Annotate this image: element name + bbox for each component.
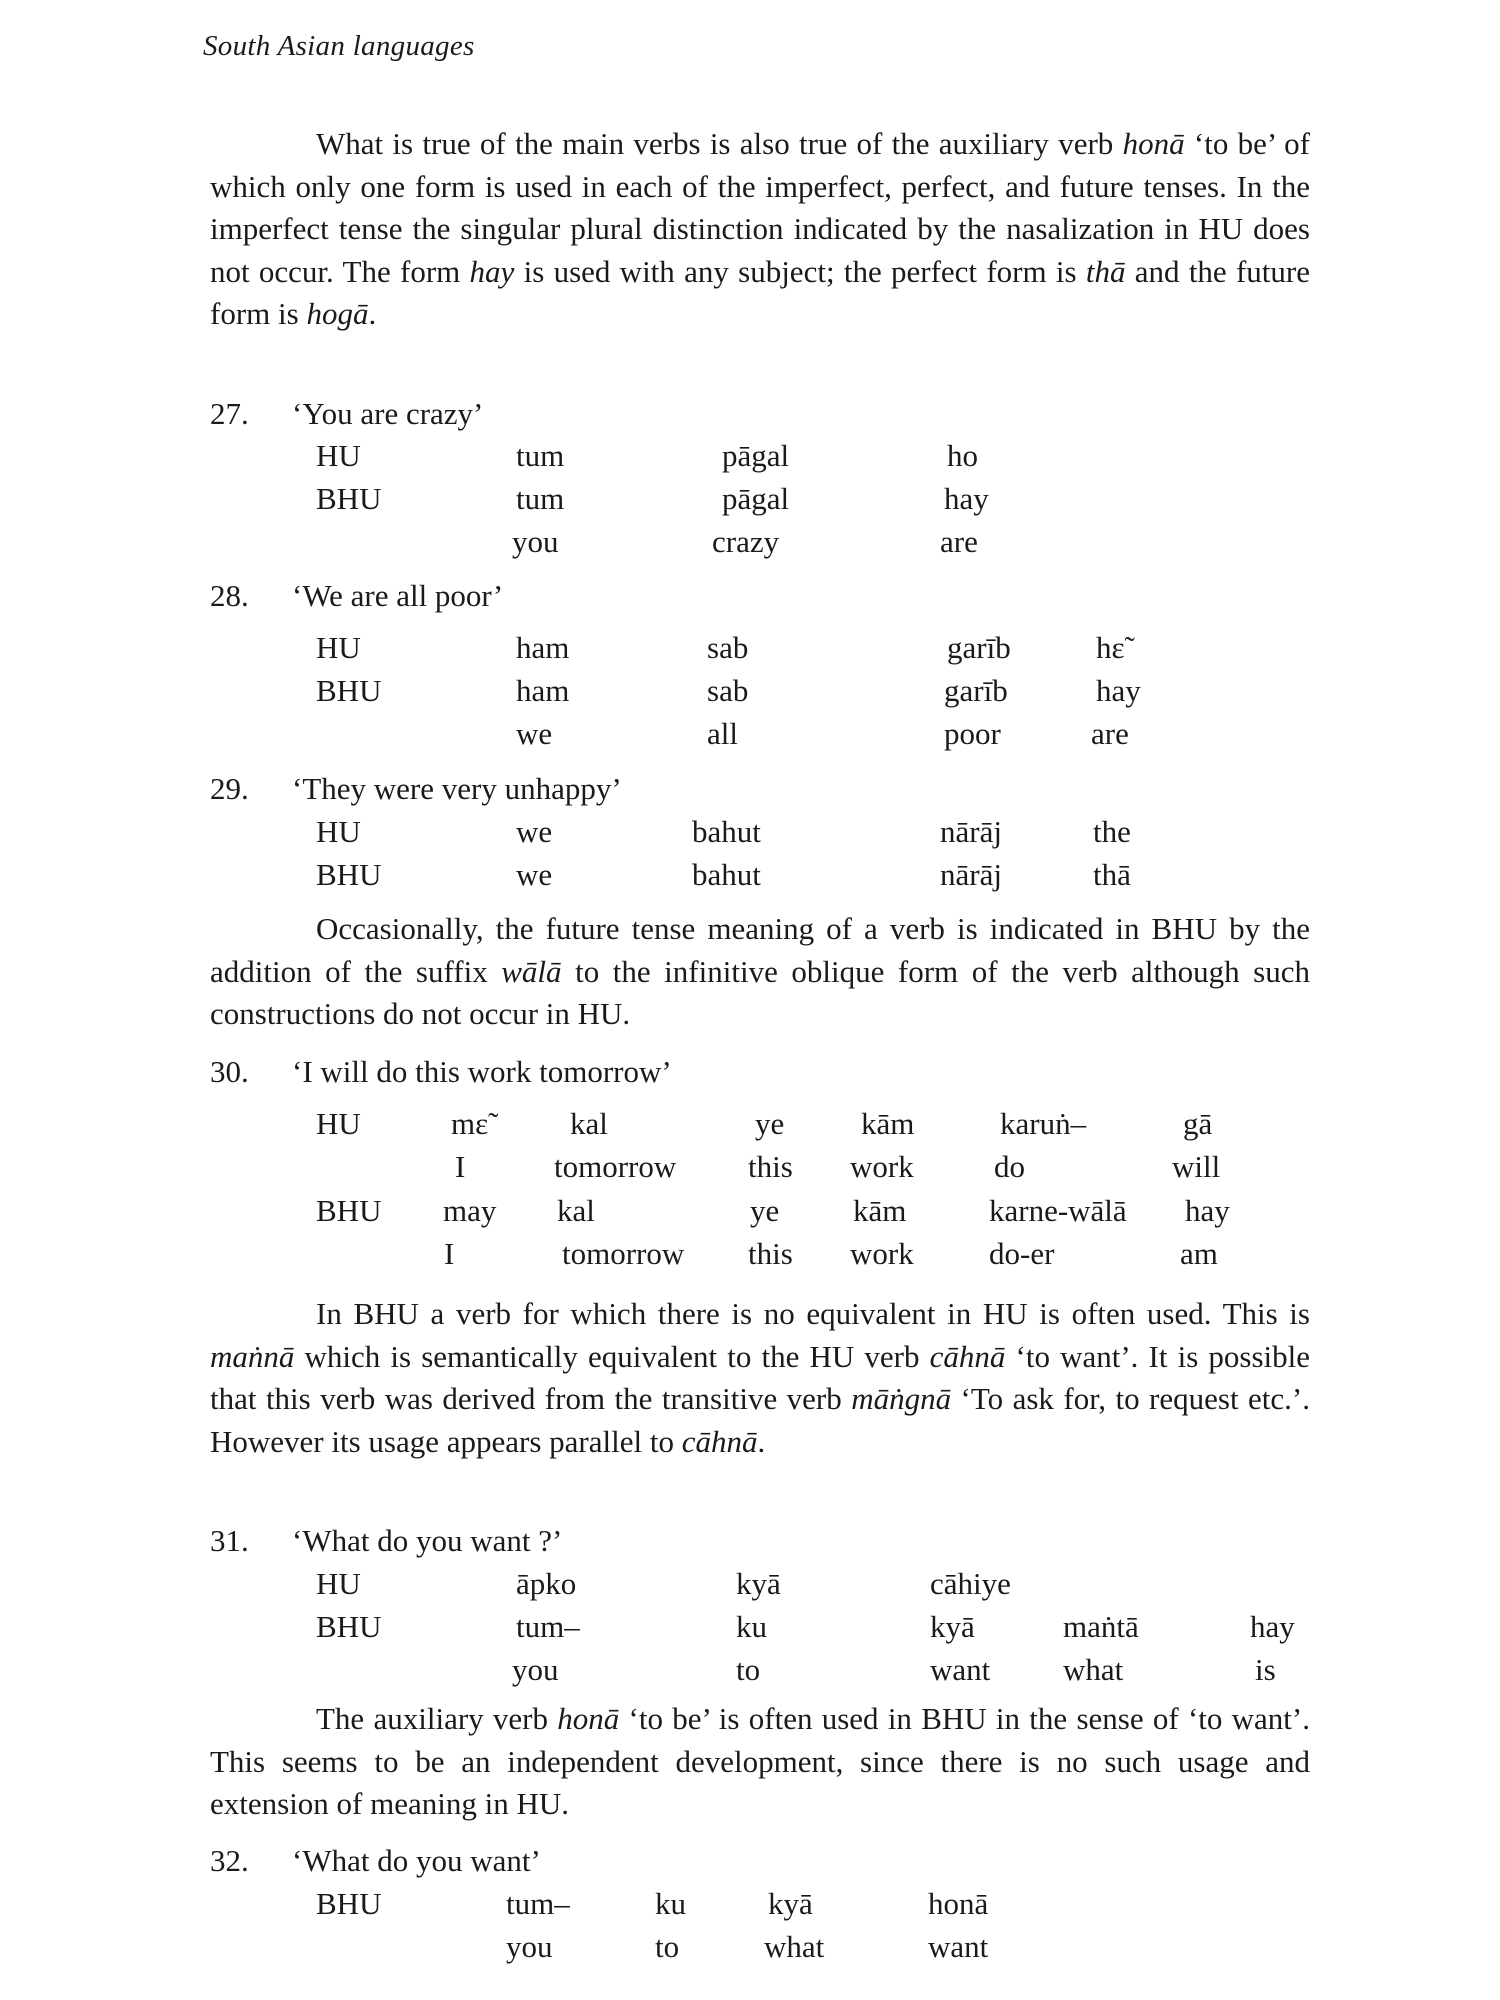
example-28-row-hu [0,627,1500,669]
gloss-cell: want [930,1652,991,1687]
gloss-cell: hay [944,481,989,516]
gloss-cell: what [1063,1652,1124,1687]
gloss-cell: BHU [316,481,382,516]
example-32-row-bhu [0,1883,1500,1925]
gloss-cell: BHU [316,1193,382,1228]
gloss-cell: work [850,1236,914,1271]
example-29-heading [210,768,622,810]
gloss-cell: am [1180,1236,1218,1271]
gloss-cell: tomorrow [554,1149,677,1184]
gloss-cell: this [748,1149,793,1184]
gloss-cell: are [940,524,978,559]
para1-term-hoga: hogā [306,296,369,331]
example-number: 30. [210,1054,249,1089]
gloss-cell: ham [516,630,570,665]
gloss-cell: you [506,1929,553,1964]
gloss-cell: work [850,1149,914,1184]
para1-term-tha: thā [1085,253,1126,289]
para3-text-1: In BHU a verb for which there is no equivalent in HU is often used. This is [316,1296,1310,1331]
gloss-cell: we [516,716,553,751]
gloss-cell: I [444,1236,455,1271]
running-head: South Asian languages [203,30,475,62]
para2-term-wala: wālā [501,953,562,989]
example-27-heading [210,393,483,435]
example-32-heading [210,1840,541,1882]
para2-text-2: to the infinitive oblique form of the verb although such constructions do not occur in HU. [210,953,1310,1031]
gloss-cell: hay [1096,673,1141,708]
para1-text-3: is used with any subject; the perfect form is [514,253,1086,289]
example-28-row-translation [0,713,1500,755]
gloss-cell: I [455,1149,466,1184]
gloss-cell: garīb [947,630,1011,665]
gloss-cell: sab [707,630,749,665]
gloss-cell: ho [947,438,978,473]
gloss-cell: what [764,1929,825,1964]
gloss-cell: bahut [692,814,761,849]
para3-text-4: ‘To ask for, to request etc.’. However its usage appears parallel to [210,1381,1310,1459]
para3-term-manna: maṅnā [210,1338,295,1374]
gloss-cell: mɛ̃ [451,1106,489,1141]
example-31-heading [210,1520,562,1562]
example-30-heading [210,1051,672,1093]
gloss-cell: nārāj [940,814,1002,849]
example-number: 29. [210,771,249,806]
example-number: 27. [210,396,249,431]
gloss-cell: poor [944,716,1001,751]
example-gloss: ‘You are crazy’ [292,396,484,431]
paragraph-hona-want [210,1698,1310,1826]
gloss-cell: do [994,1149,1025,1184]
gloss-cell: BHU [316,1886,382,1921]
example-32-row-translation [0,1926,1500,1968]
gloss-cell: nārāj [940,857,1002,892]
gloss-cell: gā [1183,1106,1213,1141]
gloss-cell: cāhiye [930,1566,1011,1601]
example-29-row-bhu [0,854,1500,896]
gloss-cell: HU [316,630,361,665]
example-gloss: ‘What do you want ?’ [292,1523,563,1558]
gloss-cell: want [928,1929,989,1964]
para4-term-hona: honā [557,1701,620,1736]
example-31-row-translation [0,1649,1500,1691]
gloss-cell: do-er [989,1236,1055,1271]
gloss-cell: pāgal [722,438,790,473]
gloss-cell: we [516,857,553,892]
gloss-cell: kal [557,1193,595,1228]
example-gloss: ‘I will do this work tomorrow’ [292,1054,672,1089]
example-27-row-hu [0,435,1500,477]
gloss-cell: garīb [944,673,1008,708]
example-27-row-translation [0,521,1500,563]
example-gloss: ‘They were very unhappy’ [292,771,622,806]
para3-text-3: ‘to want’. It is possible that this verb was derived from the transitive verb [210,1338,1311,1416]
example-27-row-bhu [0,478,1500,520]
gloss-cell: honā [928,1886,989,1921]
gloss-cell: you [512,524,559,559]
paragraph-auxiliary-verb [210,123,1310,336]
para4-text-1: The auxiliary verb [316,1701,558,1736]
gloss-cell: thā [1093,857,1131,892]
gloss-cell: is [1255,1652,1276,1687]
example-31-row-hu [0,1563,1500,1605]
example-gloss: ‘We are all poor’ [292,578,504,613]
para3-text-2: which is semantically equivalent to the HU verb [294,1338,930,1374]
gloss-cell: hay [1185,1193,1230,1228]
example-30-row-hu-translation [0,1146,1500,1188]
gloss-cell: ham [516,673,570,708]
gloss-cell: kām [861,1106,915,1141]
gloss-cell: kal [570,1106,608,1141]
para2-text-1: Occasionally, the future tense meaning of a verb is indicated in BHU by the addition of the suffix [210,911,1310,989]
para1-term-hona: honā [1122,126,1185,161]
gloss-cell: this [748,1236,793,1271]
gloss-cell: HU [316,1106,361,1141]
gloss-cell: to [655,1929,680,1964]
example-number: 32. [210,1843,249,1878]
gloss-cell: tomorrow [562,1236,685,1271]
example-30-row-hu [0,1103,1500,1145]
gloss-cell: all [707,716,738,751]
gloss-cell: tum– [506,1886,570,1921]
para3-term-cahna-2: cāhnā [681,1423,758,1459]
gloss-cell: HU [316,438,361,473]
gloss-cell: kām [853,1193,907,1228]
gloss-cell: ku [736,1609,767,1644]
example-number: 31. [210,1523,249,1558]
gloss-cell: āpko [516,1566,577,1601]
paragraph-manna-verb [210,1293,1310,1463]
paragraph-future-suffix [210,908,1310,1036]
gloss-cell: maṅtā [1063,1609,1139,1644]
para1-text-4: and the future form is [210,253,1311,331]
gloss-cell: pāgal [722,481,790,516]
para1-text-5: . [368,296,377,331]
gloss-cell: HU [316,814,361,849]
gloss-cell: hay [1250,1609,1295,1644]
para3-term-cahna: cāhnā [929,1338,1006,1374]
gloss-cell: sab [707,673,749,708]
gloss-cell: will [1172,1149,1221,1184]
gloss-cell: tum– [516,1609,580,1644]
gloss-cell: HU [316,1566,361,1601]
example-number: 28. [210,578,249,613]
gloss-cell: we [516,814,553,849]
gloss-cell: BHU [316,1609,382,1644]
example-28-row-bhu [0,670,1500,712]
para1-text-1: What is true of the main verbs is also true of the auxiliary verb [316,126,1123,161]
gloss-cell: may [443,1193,497,1228]
gloss-cell: kyā [768,1886,813,1921]
example-29-row-hu [0,811,1500,853]
para4-text-2: ‘to be’ is often used in BHU in the sense of ‘to want’. This seems to be an independent development, since there is no such usage and extension of meaning in HU. [210,1701,1310,1821]
gloss-cell: bahut [692,857,761,892]
gloss-cell: are [1091,716,1129,751]
gloss-cell: tum [516,438,565,473]
gloss-cell: karuṅ– [1000,1106,1087,1141]
gloss-cell: karne-wālā [989,1193,1127,1228]
para1-term-hay: hay [469,253,515,289]
para3-text-5: . [757,1423,766,1459]
gloss-cell: BHU [316,673,382,708]
gloss-cell: ye [755,1106,785,1141]
gloss-cell: BHU [316,857,382,892]
example-30-row-bhu-translation [0,1233,1500,1275]
gloss-cell: hɛ̃ [1096,630,1125,665]
example-gloss: ‘What do you want’ [292,1843,541,1878]
example-28-heading [210,575,503,617]
gloss-cell: kyā [930,1609,975,1644]
para3-term-mangna: māṅgnā [851,1381,952,1416]
gloss-cell: the [1093,814,1131,849]
gloss-cell: ku [655,1886,686,1921]
gloss-cell: tum [516,481,565,516]
gloss-cell: you [512,1652,559,1687]
gloss-cell: to [736,1652,761,1687]
gloss-cell: ye [750,1193,780,1228]
gloss-cell: kyā [736,1566,781,1601]
gloss-cell: crazy [712,524,780,559]
example-30-row-bhu [0,1190,1500,1232]
example-31-row-bhu [0,1606,1500,1648]
para1-text-2: ‘to be’ of which only one form is used in each of the imperfect, perfect, and future tenses. In the imperfect tense the singular plural distinction indicated by the nasalization in HU does not occur. The form [210,126,1310,289]
